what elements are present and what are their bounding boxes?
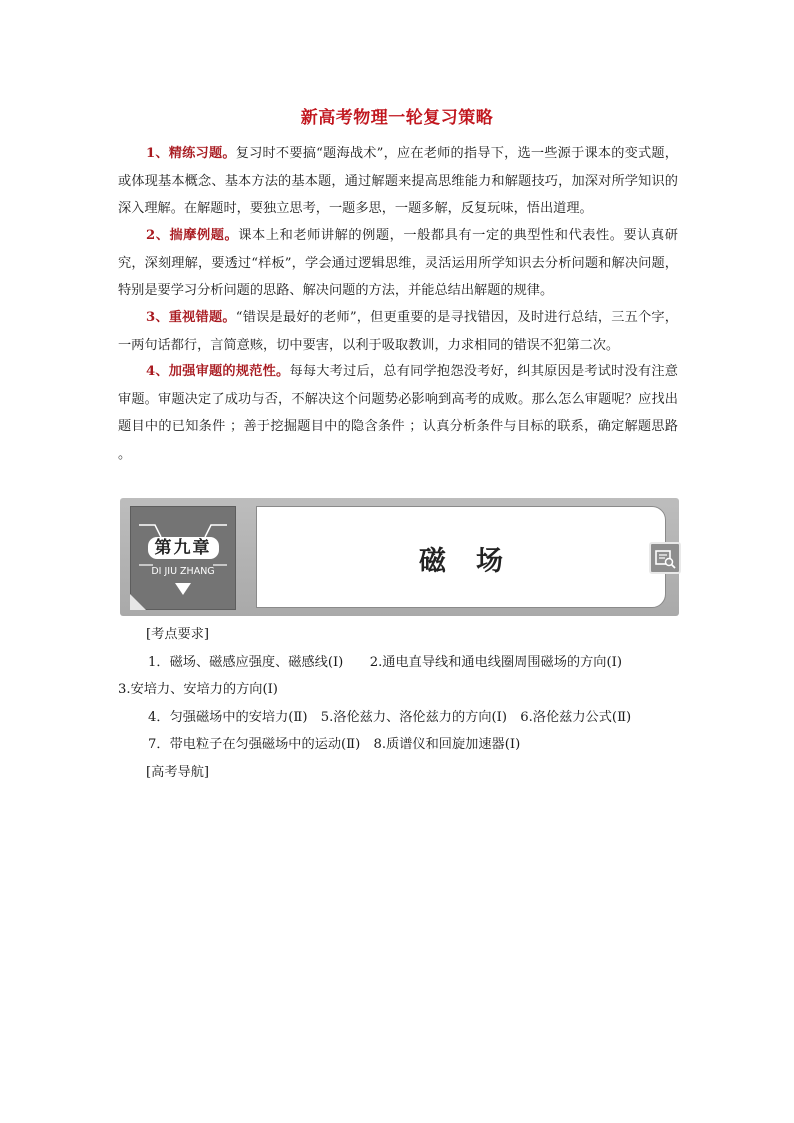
chapter-banner <box>120 498 679 616</box>
chapter-number: 第九章 <box>148 537 219 559</box>
strategy-4 <box>118 358 678 468</box>
page-curl-corner <box>130 594 146 610</box>
strategy-1 <box>118 140 678 223</box>
chapter-title: 磁场 <box>419 546 533 577</box>
strategy-2 <box>118 222 678 305</box>
strategy-heading: 4、加强审题的规范性。 <box>146 364 290 379</box>
strategy-heading: 2、揣摩例题。 <box>146 228 239 243</box>
strategy-text: 课本上和老师讲解的例题，一般都具有一定的典型性和代表性。要认真研究，深刻理解，要透过“样板”，学会通过逻辑思维，灵活运用所学知识去分析问题和解决问题，特别是要学习分析问题的思路、解决问题的方法，并能总结出解题的规律。 <box>118 228 678 298</box>
book-search-icon <box>649 542 681 574</box>
strategy-heading: 3、重视错题。 <box>146 310 236 325</box>
requirement-line: 3.安培力、安培力的方向(Ⅰ) <box>118 682 278 697</box>
chapter-number-badge <box>130 506 236 610</box>
requirement-line: 4．匀强磁场中的安培力(Ⅱ) 5.洛伦兹力、洛伦兹力的方向(Ⅰ) 6.洛伦兹力公式(Ⅱ) <box>148 709 632 725</box>
strategy-heading: 1、精练习题。 <box>146 146 236 161</box>
chapter-pinyin: DI JIU ZHANG <box>151 566 215 577</box>
requirement-line: 7．带电粒子在匀强磁场中的运动(Ⅱ) 8.质谱仪和回旋加速器(Ⅰ) <box>148 737 521 752</box>
exam-requirements <box>118 621 688 786</box>
page-title: 新高考物理一轮复习策略 <box>300 108 494 128</box>
requirements-header: [考点要求] <box>146 627 210 642</box>
strategy-3 <box>118 304 678 359</box>
chapter-title-panel <box>256 506 666 608</box>
strategy-text: “错误是最好的老师”，但更重要的是寻找错因，及时进行总结，三五个字，一两句话都行，言简意赅，切中要害，以利于吸取教训，力求相同的错误不犯第二次。 <box>118 310 678 353</box>
requirement-line: 1．磁场、磁感应强度、磁感线(Ⅰ) 2.通电直导线和通电线圈周围磁场的方向(Ⅰ) <box>148 654 622 670</box>
strategy-text: 每每大考过后，总有同学抱怨没考好，纠其原因是考试时没有注意审题。审题决定了成功与否，不解决这个问题势必影响到高考的成败。那么怎么审题呢？应找出题目中的已知条件 ；善于挖掘题目中的隐含条件 ；认真分析条件与目标的联系，确定解题思路 。 <box>118 364 678 462</box>
strategy-text: 复习时不要搞“题海战术”，应在老师的指导下，选一些源于课本的变式题，或体现基本概念、基本方法的基本题，通过解题来提高思维能力和解题技巧，加深对所学知识的深入理解。在解题时，要独立思考，一题多思，一题多解，反复玩味，悟出道理。 <box>118 146 678 216</box>
exam-guide-header: [高考导航] <box>146 764 210 780</box>
